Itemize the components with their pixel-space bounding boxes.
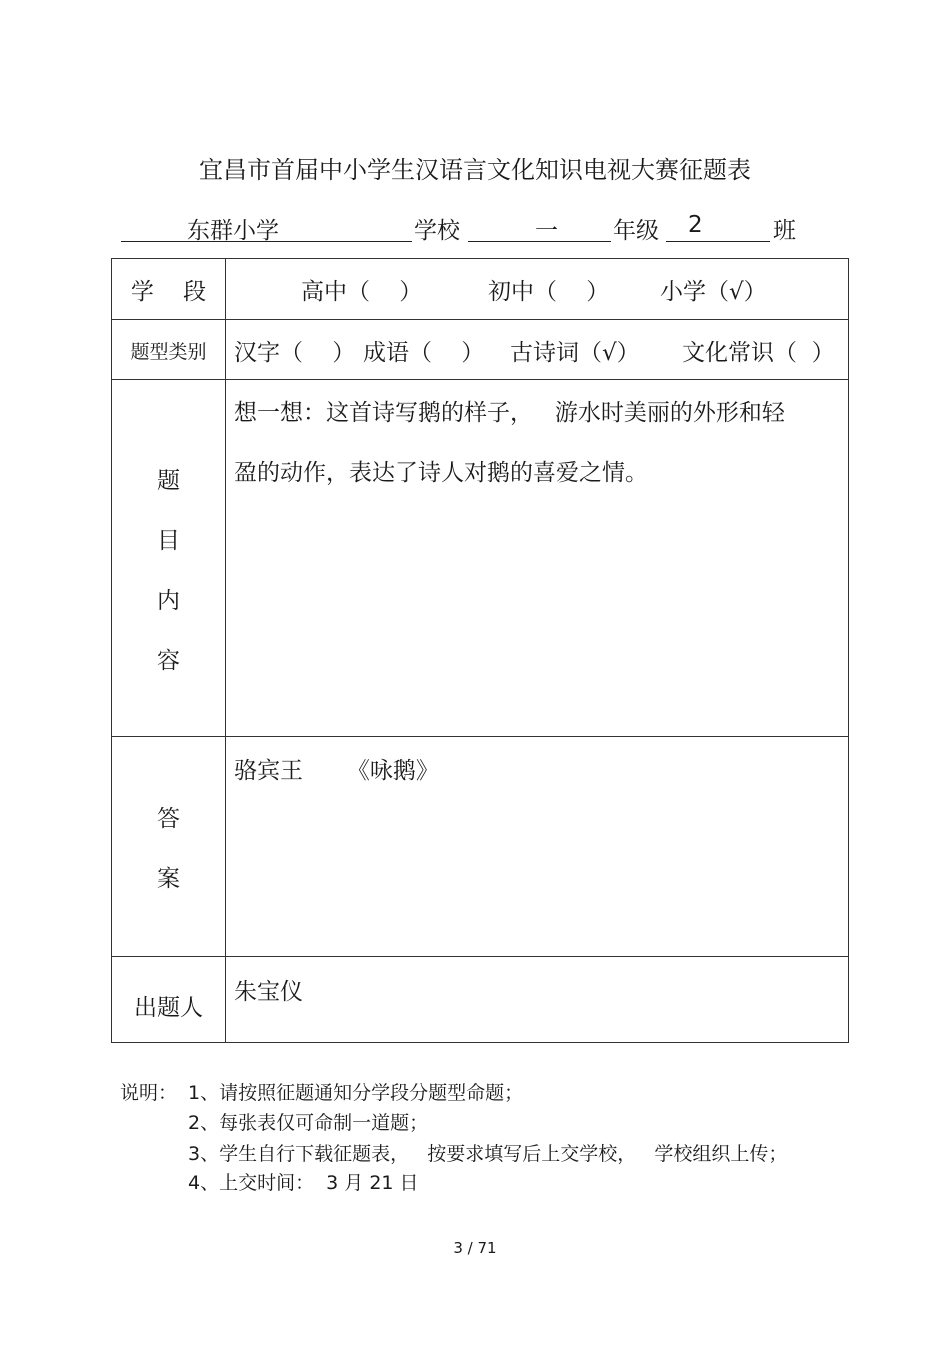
label-char: 目 <box>157 528 180 554</box>
note-item: 2、每张表仅可命制一道题； <box>188 1112 429 1134</box>
class-label: 班 <box>773 218 796 244</box>
type-chengyu: 成语（ ） <box>363 340 485 366</box>
school-name: 东群小学 <box>187 218 279 244</box>
note-item: 4、上交时间： 3 月 21 日 <box>188 1172 419 1194</box>
author-label: 出题人 <box>134 995 203 1021</box>
class-value: 2 <box>688 212 703 238</box>
label-char: 容 <box>157 648 180 674</box>
row-divider <box>112 736 848 737</box>
type-poetry: 古诗词（√） <box>510 340 640 366</box>
grade-label: 年级 <box>613 218 659 244</box>
answer-text: 骆宾王 《咏鹅》 <box>234 758 439 784</box>
stage-label: 学 段 <box>130 279 207 305</box>
note-item: 3、学生自行下载征题表， 按要求填写后上交学校， 学校组织上传； <box>188 1143 788 1165</box>
notes-heading: 说明： <box>120 1082 178 1104</box>
stage-middle-school: 初中（ ） <box>488 279 610 305</box>
type-hanzi: 汉字（ ） <box>234 340 356 366</box>
page-number: 3 / 71 <box>453 1239 497 1257</box>
form-title: 宜昌市首届中小学生汉语言文化知识电视大赛征题表 <box>199 156 751 184</box>
question-text-line-1: 想一想：这首诗写鹅的样子， 游水时美丽的外形和轻 <box>234 400 785 426</box>
type-culture: 文化常识（ ） <box>682 340 835 366</box>
question-content-label <box>112 451 225 691</box>
question-text-line-2: 盈的动作，表达了诗人对鹅的喜爱之情。 <box>234 460 648 486</box>
label-char: 题 <box>157 468 180 494</box>
author-name: 朱宝仪 <box>234 979 303 1005</box>
class-underline <box>666 241 770 242</box>
stage-high-school: 高中（ ） <box>301 279 423 305</box>
row-divider <box>112 319 848 320</box>
note-item: 1、请按照征题通知分学段分题型命题； <box>188 1082 524 1104</box>
stage-primary-school: 小学（√） <box>660 279 767 305</box>
column-divider <box>225 259 226 1042</box>
question-type-label: 题型类别 <box>130 341 207 363</box>
answer-label <box>112 789 225 909</box>
label-char: 内 <box>157 588 180 614</box>
row-divider <box>112 379 848 380</box>
school-label: 学校 <box>414 218 460 244</box>
grade-value: 一 <box>535 218 558 244</box>
label-char: 答 <box>157 806 180 832</box>
label-char: 案 <box>157 866 180 892</box>
row-divider <box>112 956 848 957</box>
question-form-table <box>111 258 849 1043</box>
